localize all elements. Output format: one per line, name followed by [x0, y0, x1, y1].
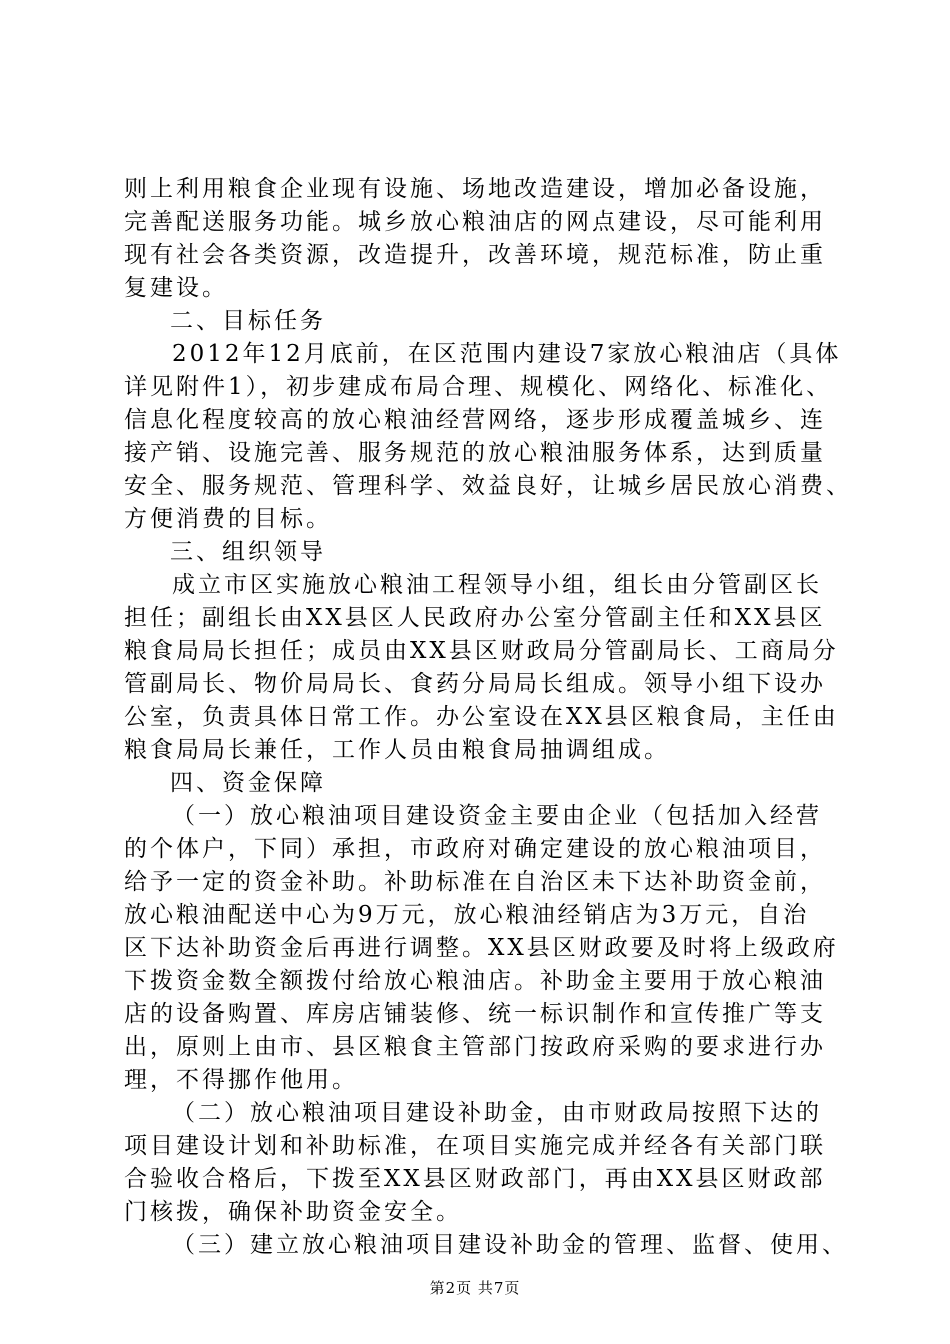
text-line: 的个体户，下同）承担，市政府对确定建设的放心粮油项目， — [124, 836, 826, 862]
text-line: （一）放心粮油项目建设资金主要由企业（包括加入经营 — [172, 803, 822, 829]
text-line: 详见附件1），初步建成布局合理、规模化、网络化、标准化、 — [124, 374, 833, 400]
text-line: 信息化程度较高的放心粮油经营网络，逐步形成覆盖城乡、连 — [124, 407, 826, 433]
text-line: 给予一定的资金补助。补助标准在自治区未下达补助资金前， — [124, 869, 826, 895]
text-line: 2012年12月底前，在区范围内建设7家放心粮油店（具体 — [172, 341, 842, 367]
text-line: 完善配送服务功能。城乡放心粮油店的网点建设，尽可能利用 — [124, 209, 826, 235]
text-line: 担任；副组长由XX县区人民政府办公室分管副主任和XX县区 — [124, 605, 826, 631]
text-line: 接产销、设施完善、服务规范的放心粮油服务体系，达到质量 — [124, 440, 826, 466]
text-line: 管副局长、物价局局长、食药分局局长组成。领导小组下设办 — [124, 671, 826, 697]
text-line: （三）建立放心粮油项目建设补助金的管理、监督、使用、 — [172, 1232, 848, 1258]
text-line: 成立市区实施放心粮油工程领导小组，组长由分管副区长 — [172, 572, 822, 598]
text-line: 放心粮油配送中心为9万元，放心粮油经销店为3万元，自治 — [124, 902, 810, 928]
text-line: 门核拨，确保补助资金安全。 — [124, 1199, 462, 1225]
text-line: 下拨资金数全额拨付给放心粮油店。补助金主要用于放心粮油 — [124, 968, 826, 994]
text-line: 安全、服务规范、管理科学、效益良好，让城乡居民放心消费、 — [124, 473, 852, 499]
text-line: 合验收合格后，下拨至XX县区财政部门，再由XX县区财政部 — [124, 1166, 826, 1192]
text-line: 方便消费的目标。 — [124, 506, 332, 532]
text-line: 公室，负责具体日常工作。办公室设在XX县区粮食局，主任由 — [124, 704, 839, 730]
text-line: 粮食局局长兼任，工作人员由粮食局抽调组成。 — [124, 737, 670, 763]
section-heading: 四、资金保障 — [170, 770, 326, 796]
page-number-footer: 第2页 共7页 — [429, 1279, 521, 1297]
section-heading: 三、组织领导 — [170, 539, 326, 565]
text-line: 理，不得挪作他用。 — [124, 1067, 358, 1093]
text-line: （二）放心粮油项目建设补助金，由市财政局按照下达的 — [172, 1100, 822, 1126]
text-line: 项目建设计划和补助标准，在项目实施完成并经各有关部门联 — [124, 1133, 826, 1159]
text-line: 出，原则上由市、县区粮食主管部门按政府采购的要求进行办 — [124, 1034, 826, 1060]
section-heading: 二、目标任务 — [170, 308, 326, 334]
text-line: 店的设备购置、库房店铺装修、统一标识制作和宣传推广等支 — [124, 1001, 826, 1027]
text-line: 区下达补助资金后再进行调整。XX县区财政要及时将上级政府 — [124, 935, 839, 961]
text-line: 复建设。 — [124, 275, 228, 301]
text-line: 现有社会各类资源，改造提升，改善环境，规范标准，防止重 — [124, 242, 826, 268]
text-line: 粮食局局长担任；成员由XX县区财政局分管副局长、工商局分 — [124, 638, 839, 664]
text-line: 则上利用粮食企业现有设施、场地改造建设，增加必备设施， — [124, 176, 826, 202]
